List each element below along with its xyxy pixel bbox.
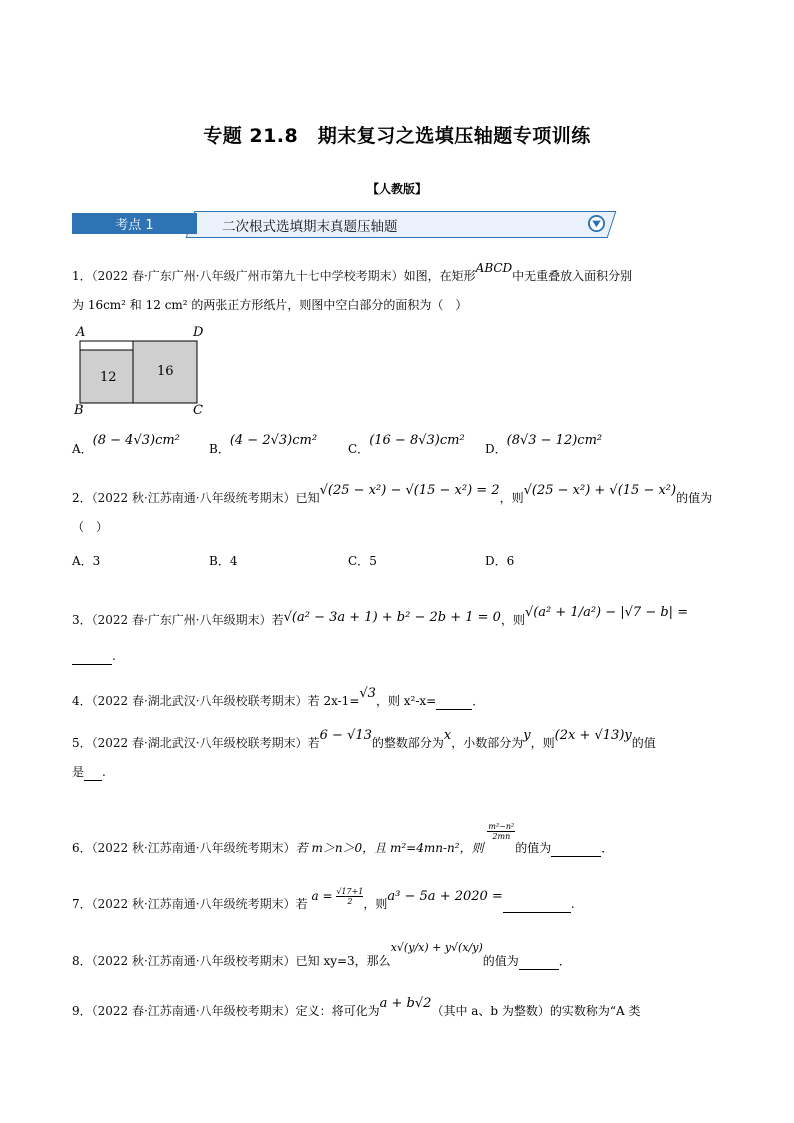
q2-option-a: A．3 (72, 554, 101, 568)
q3-source: （2022 春·广东广州·八年级期末） (91, 613, 272, 627)
square-12-label: 12 (100, 370, 117, 385)
q7-expr1: a = $\frac{√17+1}{2}$ (311, 887, 364, 906)
vertex-c: C (193, 403, 203, 418)
question-6: 6．（2022 秋·江苏南通·八年级统考期末）若 m＞n＞0，且 m²=4mn-n²，则 $\frac{\text{m²−n²}}{2mn}$ 的值为 ． (72, 822, 614, 855)
section-label: 二次根式选填期末真题压轴题 (222, 219, 398, 235)
vertex-a: A (76, 325, 86, 340)
q1-source: （2022 春·广东广州·八年级广州市第九十七中学校考期末） (91, 269, 404, 283)
q3-answer-line: . (72, 648, 722, 665)
question-3: 3．（2022 春·广东广州·八年级期末）若√(a² − 3a + 1) + b² − 2b + 1 = 0，则√(a² + 1/a²) − |√7 − b| = (72, 605, 689, 627)
q5-expr1: 6 − √13 (319, 728, 372, 743)
vertex-d: D (193, 325, 204, 340)
q7-expr2: a³ − 5a + 2020 = (387, 889, 503, 904)
q7-blank[interactable] (503, 896, 571, 913)
q8-source: （2022 秋·江苏南通·八年级校考期末） (91, 954, 296, 968)
q3-expr2: √(a² + 1/a²) − |√7 − b| = (524, 605, 689, 620)
q9-source: （2022 春·江苏南通·八年级校考期末） (91, 1004, 296, 1018)
question-4: 4．（2022 春·湖北武汉·八年级校联考期末）若 2x-1=√3，则 x²-x= ． (72, 686, 485, 708)
q2-source: （2022 秋·江苏南通·八年级统考期末） (91, 491, 296, 505)
question-1-line2: 为 16cm² 和 12 cm² 的两张正方形纸片，则图中空白部分的面积为（ ） (72, 298, 468, 312)
q2-paren: （ ） (72, 520, 109, 534)
square-16-label: 16 (157, 364, 174, 379)
q2-expr2: √(25 − x²) + √(15 − x²) (523, 483, 677, 498)
q2-option-b: B．4 (209, 554, 238, 568)
q6-fraction: $\frac{\text{m²−n²}}{2mn}$ (488, 822, 515, 841)
q4-source: （2022 春·湖北武汉·八年级校联考期末） (91, 694, 308, 708)
vertex-b: B (74, 403, 84, 418)
q3-blank[interactable] (72, 648, 112, 665)
q7-source: （2022 秋·江苏南通·八年级统考期末） (91, 897, 296, 911)
q1-option-c: C．(16 − 8√3)cm² (348, 433, 465, 456)
q1-option-d: D．(8√3 − 12)cm² (485, 433, 603, 456)
q4-expr1: √3 (359, 686, 376, 701)
q1-option-a: A．(8 − 4√3)cm² (72, 433, 180, 456)
q8-expr1: x√(y/x) + y√(x/y) (390, 941, 483, 954)
section-bar (72, 210, 612, 238)
q5-source: （2022 春·湖北武汉·八年级校联考期末） (91, 736, 308, 750)
q1-text-a: 如图，在矩形 (403, 269, 476, 283)
q5-expr2: (2x + √13)y (554, 728, 632, 743)
q6-source: （2022 秋·江苏南通·八年级统考期末） (91, 841, 296, 855)
edition-label: 【人教版】 (366, 182, 427, 196)
q3-expr1: √(a² − 3a + 1) + b² − 2b + 1 = 0 (283, 610, 501, 625)
q1-abcd: ABCD (475, 261, 513, 275)
q1-option-b: B．(4 − 2√3)cm² (209, 433, 318, 456)
q5-line2: 是 . (72, 765, 106, 779)
question-2: 2．（2022 秋·江苏南通·八年级统考期末）已知√(25 − x²) − √(15 − x²) = 2，则√(25 − x²) + √(15 − x²)的值为 (72, 483, 713, 505)
question-1 (72, 261, 722, 284)
q1-text-b: 中无重叠放入面积分别 (512, 269, 633, 283)
q6-blank[interactable] (551, 840, 601, 857)
q2-expr1: √(25 − x²) − √(15 − x²) = 2 (319, 483, 500, 498)
question-7: 7．（2022 秋·江苏南通·八年级统考期末）若 a = $\frac{√17+1}{2}$ ，则a³ − 5a + 2020 = . (72, 887, 575, 911)
question-8: 8．（2022 秋·江苏南通·八年级校考期末）已知 xy=3，那么x√(y/x) + y√(x/y)的值为 ． (72, 941, 571, 968)
page-title: 专题 21.8 期末复习之选填压轴题专项训练 (203, 125, 591, 147)
section-tag: 考点 1 (72, 213, 197, 234)
rectangle-diagram (72, 325, 212, 420)
q5-blank[interactable] (84, 764, 102, 781)
question-9: 9．（2022 春·江苏南通·八年级校考期末）定义：将可化为a + b√2（其中 a、b 为整数）的实数称为“A 类 (72, 996, 641, 1018)
q9-expr1: a + b√2 (379, 996, 432, 1011)
q1-number: 1． (72, 269, 92, 283)
chevron-down-icon[interactable] (587, 214, 606, 233)
q4-blank[interactable] (436, 693, 472, 710)
q2-option-d: D．6 (485, 554, 515, 568)
q1-figure (72, 325, 212, 420)
q8-blank[interactable] (519, 953, 559, 970)
q2-option-c: C．5 (348, 554, 377, 568)
question-5: 5．（2022 春·湖北武汉·八年级校联考期末）若6 − √13的整数部分为x，小数部分为y，则(2x + √13)y的值 (72, 728, 656, 750)
